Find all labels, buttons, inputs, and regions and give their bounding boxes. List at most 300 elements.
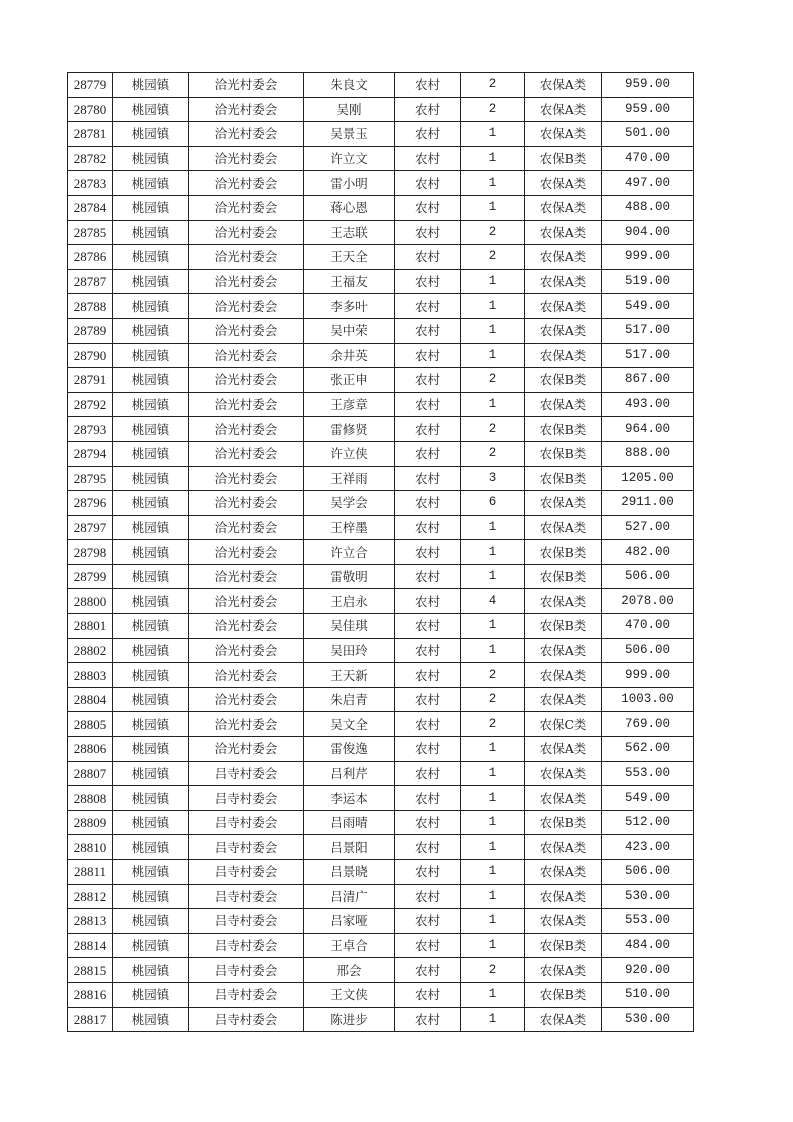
record-id-cell: 28815: [68, 958, 113, 983]
person-name-cell: 吕景阳: [304, 835, 395, 860]
village-committee-cell: 洽光村委会: [189, 73, 304, 98]
table-row: [68, 97, 694, 122]
table-row: [68, 687, 694, 712]
town-cell: 桃园镇: [113, 786, 189, 811]
record-id-cell: 28793: [68, 417, 113, 442]
record-id-cell: 28811: [68, 860, 113, 885]
town-cell: 桃园镇: [113, 761, 189, 786]
member-count-cell: 3: [461, 466, 525, 491]
household-type-cell: 农村: [395, 269, 461, 294]
person-name-cell: 蒋心恩: [304, 195, 395, 220]
village-committee-cell: 洽光村委会: [189, 515, 304, 540]
household-type-cell: 农村: [395, 220, 461, 245]
town-cell: 桃园镇: [113, 441, 189, 466]
household-type-cell: 农村: [395, 466, 461, 491]
insurance-category-cell: 农保A类: [525, 195, 602, 220]
insurance-category-cell: 农保A类: [525, 687, 602, 712]
amount-cell: 519.00: [602, 269, 694, 294]
person-name-cell: 吕家哑: [304, 909, 395, 934]
household-type-cell: 农村: [395, 909, 461, 934]
village-committee-cell: 洽光村委会: [189, 343, 304, 368]
village-committee-cell: 吕寺村委会: [189, 761, 304, 786]
village-committee-cell: 洽光村委会: [189, 564, 304, 589]
amount-cell: 920.00: [602, 958, 694, 983]
member-count-cell: 1: [461, 614, 525, 639]
insurance-category-cell: 农保A类: [525, 171, 602, 196]
table-row: [68, 614, 694, 639]
amount-cell: 530.00: [602, 884, 694, 909]
town-cell: 桃园镇: [113, 515, 189, 540]
record-id-cell: 28797: [68, 515, 113, 540]
amount-cell: 497.00: [602, 171, 694, 196]
amount-cell: 888.00: [602, 441, 694, 466]
household-type-cell: 农村: [395, 982, 461, 1007]
person-name-cell: 吴佳琪: [304, 614, 395, 639]
household-type-cell: 农村: [395, 589, 461, 614]
member-count-cell: 2: [461, 97, 525, 122]
insurance-category-cell: 农保A类: [525, 589, 602, 614]
town-cell: 桃园镇: [113, 466, 189, 491]
record-id-cell: 28807: [68, 761, 113, 786]
village-committee-cell: 洽光村委会: [189, 441, 304, 466]
household-type-cell: 农村: [395, 318, 461, 343]
household-type-cell: 农村: [395, 884, 461, 909]
household-type-cell: 农村: [395, 245, 461, 270]
household-type-cell: 农村: [395, 417, 461, 442]
village-committee-cell: 洽光村委会: [189, 466, 304, 491]
table-row: [68, 146, 694, 171]
person-name-cell: 邢会: [304, 958, 395, 983]
town-cell: 桃园镇: [113, 220, 189, 245]
record-id-cell: 28791: [68, 368, 113, 393]
person-name-cell: 吴刚: [304, 97, 395, 122]
person-name-cell: 王梓墨: [304, 515, 395, 540]
member-count-cell: 1: [461, 786, 525, 811]
insurance-category-cell: 农保B类: [525, 540, 602, 565]
record-id-cell: 28790: [68, 343, 113, 368]
record-id-cell: 28788: [68, 294, 113, 319]
village-committee-cell: 洽光村委会: [189, 712, 304, 737]
member-count-cell: 1: [461, 269, 525, 294]
member-count-cell: 2: [461, 417, 525, 442]
household-type-cell: 农村: [395, 663, 461, 688]
member-count-cell: 1: [461, 909, 525, 934]
record-id-cell: 28794: [68, 441, 113, 466]
person-name-cell: 王卓合: [304, 933, 395, 958]
person-name-cell: 张正申: [304, 368, 395, 393]
person-name-cell: 吴景玉: [304, 122, 395, 147]
amount-cell: 517.00: [602, 318, 694, 343]
member-count-cell: 2: [461, 368, 525, 393]
insurance-category-cell: 农保A类: [525, 294, 602, 319]
record-id-cell: 28813: [68, 909, 113, 934]
amount-cell: 510.00: [602, 982, 694, 1007]
record-id-cell: 28812: [68, 884, 113, 909]
town-cell: 桃园镇: [113, 687, 189, 712]
household-type-cell: 农村: [395, 97, 461, 122]
member-count-cell: 1: [461, 860, 525, 885]
village-committee-cell: 吕寺村委会: [189, 786, 304, 811]
village-committee-cell: 吕寺村委会: [189, 933, 304, 958]
town-cell: 桃园镇: [113, 860, 189, 885]
household-type-cell: 农村: [395, 712, 461, 737]
town-cell: 桃园镇: [113, 491, 189, 516]
insurance-category-cell: 农保A类: [525, 491, 602, 516]
town-cell: 桃园镇: [113, 638, 189, 663]
table-row: [68, 1007, 694, 1032]
insurance-category-cell: 农保A类: [525, 245, 602, 270]
insurance-category-cell: 农保A类: [525, 860, 602, 885]
member-count-cell: 1: [461, 737, 525, 762]
table-row: [68, 171, 694, 196]
person-name-cell: 吕雨晴: [304, 810, 395, 835]
record-id-cell: 28789: [68, 318, 113, 343]
household-type-cell: 农村: [395, 638, 461, 663]
record-id-cell: 28817: [68, 1007, 113, 1032]
amount-cell: 527.00: [602, 515, 694, 540]
member-count-cell: 1: [461, 318, 525, 343]
subsidy-table: [67, 72, 694, 1032]
town-cell: 桃园镇: [113, 835, 189, 860]
person-name-cell: 雷俊逸: [304, 737, 395, 762]
table-row: [68, 835, 694, 860]
member-count-cell: 1: [461, 564, 525, 589]
table-row: [68, 269, 694, 294]
record-id-cell: 28796: [68, 491, 113, 516]
household-type-cell: 农村: [395, 146, 461, 171]
town-cell: 桃园镇: [113, 318, 189, 343]
town-cell: 桃园镇: [113, 712, 189, 737]
town-cell: 桃园镇: [113, 884, 189, 909]
village-committee-cell: 洽光村委会: [189, 195, 304, 220]
record-id-cell: 28816: [68, 982, 113, 1007]
insurance-category-cell: 农保B类: [525, 368, 602, 393]
town-cell: 桃园镇: [113, 368, 189, 393]
village-committee-cell: 洽光村委会: [189, 245, 304, 270]
village-committee-cell: 洽光村委会: [189, 269, 304, 294]
household-type-cell: 农村: [395, 294, 461, 319]
record-id-cell: 28784: [68, 195, 113, 220]
table-row: [68, 417, 694, 442]
household-type-cell: 农村: [395, 392, 461, 417]
record-id-cell: 28792: [68, 392, 113, 417]
member-count-cell: 1: [461, 638, 525, 663]
member-count-cell: 6: [461, 491, 525, 516]
village-committee-cell: 洽光村委会: [189, 417, 304, 442]
person-name-cell: 吕清广: [304, 884, 395, 909]
village-committee-cell: 洽光村委会: [189, 589, 304, 614]
table-row: [68, 737, 694, 762]
member-count-cell: 2: [461, 441, 525, 466]
record-id-cell: 28785: [68, 220, 113, 245]
village-committee-cell: 洽光村委会: [189, 97, 304, 122]
member-count-cell: 1: [461, 1007, 525, 1032]
household-type-cell: 农村: [395, 343, 461, 368]
household-type-cell: 农村: [395, 368, 461, 393]
insurance-category-cell: 农保A类: [525, 318, 602, 343]
household-type-cell: 农村: [395, 761, 461, 786]
person-name-cell: 朱启青: [304, 687, 395, 712]
village-committee-cell: 洽光村委会: [189, 737, 304, 762]
record-id-cell: 28781: [68, 122, 113, 147]
village-committee-cell: 吕寺村委会: [189, 909, 304, 934]
person-name-cell: 王福友: [304, 269, 395, 294]
town-cell: 桃园镇: [113, 343, 189, 368]
household-type-cell: 农村: [395, 737, 461, 762]
record-id-cell: 28803: [68, 663, 113, 688]
village-committee-cell: 洽光村委会: [189, 368, 304, 393]
person-name-cell: 王天全: [304, 245, 395, 270]
table-row: [68, 466, 694, 491]
record-id-cell: 28804: [68, 687, 113, 712]
village-committee-cell: 吕寺村委会: [189, 982, 304, 1007]
insurance-category-cell: 农保A类: [525, 220, 602, 245]
table-row: [68, 786, 694, 811]
member-count-cell: 1: [461, 884, 525, 909]
insurance-category-cell: 农保A类: [525, 638, 602, 663]
household-type-cell: 农村: [395, 441, 461, 466]
village-committee-cell: 洽光村委会: [189, 392, 304, 417]
record-id-cell: 28779: [68, 73, 113, 98]
town-cell: 桃园镇: [113, 1007, 189, 1032]
person-name-cell: 吴中荣: [304, 318, 395, 343]
member-count-cell: 1: [461, 761, 525, 786]
amount-cell: 488.00: [602, 195, 694, 220]
person-name-cell: 许立侠: [304, 441, 395, 466]
household-type-cell: 农村: [395, 933, 461, 958]
town-cell: 桃园镇: [113, 97, 189, 122]
insurance-category-cell: 农保A类: [525, 392, 602, 417]
record-id-cell: 28801: [68, 614, 113, 639]
amount-cell: 470.00: [602, 146, 694, 171]
table-row: [68, 810, 694, 835]
household-type-cell: 农村: [395, 835, 461, 860]
village-committee-cell: 洽光村委会: [189, 122, 304, 147]
village-committee-cell: 吕寺村委会: [189, 860, 304, 885]
village-committee-cell: 洽光村委会: [189, 318, 304, 343]
insurance-category-cell: 农保A类: [525, 97, 602, 122]
amount-cell: 506.00: [602, 860, 694, 885]
person-name-cell: 王文侠: [304, 982, 395, 1007]
table-row: [68, 195, 694, 220]
person-name-cell: 李多叶: [304, 294, 395, 319]
household-type-cell: 农村: [395, 810, 461, 835]
person-name-cell: 许立文: [304, 146, 395, 171]
village-committee-cell: 洽光村委会: [189, 491, 304, 516]
record-id-cell: 28799: [68, 564, 113, 589]
record-id-cell: 28783: [68, 171, 113, 196]
amount-cell: 482.00: [602, 540, 694, 565]
table-row: [68, 540, 694, 565]
village-committee-cell: 洽光村委会: [189, 540, 304, 565]
table-row: [68, 958, 694, 983]
town-cell: 桃园镇: [113, 540, 189, 565]
town-cell: 桃园镇: [113, 171, 189, 196]
amount-cell: 2911.00: [602, 491, 694, 516]
member-count-cell: 1: [461, 982, 525, 1007]
member-count-cell: 2: [461, 712, 525, 737]
amount-cell: 999.00: [602, 245, 694, 270]
table-row: [68, 122, 694, 147]
household-type-cell: 农村: [395, 958, 461, 983]
household-type-cell: 农村: [395, 860, 461, 885]
town-cell: 桃园镇: [113, 663, 189, 688]
town-cell: 桃园镇: [113, 958, 189, 983]
insurance-category-cell: 农保A类: [525, 761, 602, 786]
town-cell: 桃园镇: [113, 195, 189, 220]
insurance-category-cell: 农保B类: [525, 441, 602, 466]
amount-cell: 553.00: [602, 761, 694, 786]
person-name-cell: 王祥雨: [304, 466, 395, 491]
town-cell: 桃园镇: [113, 614, 189, 639]
person-name-cell: 吴学会: [304, 491, 395, 516]
member-count-cell: 1: [461, 146, 525, 171]
insurance-category-cell: 农保B类: [525, 933, 602, 958]
table-row: [68, 343, 694, 368]
insurance-category-cell: 农保B类: [525, 982, 602, 1007]
amount-cell: 517.00: [602, 343, 694, 368]
amount-cell: 549.00: [602, 786, 694, 811]
amount-cell: 501.00: [602, 122, 694, 147]
person-name-cell: 吴田玲: [304, 638, 395, 663]
town-cell: 桃园镇: [113, 122, 189, 147]
amount-cell: 512.00: [602, 810, 694, 835]
table-row: [68, 245, 694, 270]
person-name-cell: 余井英: [304, 343, 395, 368]
record-id-cell: 28802: [68, 638, 113, 663]
insurance-category-cell: 农保B类: [525, 466, 602, 491]
amount-cell: 484.00: [602, 933, 694, 958]
table-row: [68, 884, 694, 909]
insurance-category-cell: 农保A类: [525, 786, 602, 811]
town-cell: 桃园镇: [113, 294, 189, 319]
record-id-cell: 28786: [68, 245, 113, 270]
record-id-cell: 28782: [68, 146, 113, 171]
person-name-cell: 王启永: [304, 589, 395, 614]
person-name-cell: 吕利芹: [304, 761, 395, 786]
village-committee-cell: 吕寺村委会: [189, 884, 304, 909]
insurance-category-cell: 农保B类: [525, 146, 602, 171]
person-name-cell: 雷敬明: [304, 564, 395, 589]
member-count-cell: 1: [461, 515, 525, 540]
village-committee-cell: 吕寺村委会: [189, 835, 304, 860]
table-row: [68, 392, 694, 417]
person-name-cell: 吴文全: [304, 712, 395, 737]
household-type-cell: 农村: [395, 195, 461, 220]
amount-cell: 530.00: [602, 1007, 694, 1032]
insurance-category-cell: 农保B类: [525, 417, 602, 442]
amount-cell: 904.00: [602, 220, 694, 245]
village-committee-cell: 洽光村委会: [189, 146, 304, 171]
village-committee-cell: 洽光村委会: [189, 220, 304, 245]
member-count-cell: 1: [461, 392, 525, 417]
town-cell: 桃园镇: [113, 146, 189, 171]
insurance-category-cell: 农保C类: [525, 712, 602, 737]
household-type-cell: 农村: [395, 564, 461, 589]
household-type-cell: 农村: [395, 687, 461, 712]
table-row: [68, 368, 694, 393]
record-id-cell: 28808: [68, 786, 113, 811]
member-count-cell: 2: [461, 220, 525, 245]
town-cell: 桃园镇: [113, 417, 189, 442]
amount-cell: 2078.00: [602, 589, 694, 614]
table-row: [68, 663, 694, 688]
amount-cell: 562.00: [602, 737, 694, 762]
person-name-cell: 陈进步: [304, 1007, 395, 1032]
member-count-cell: 2: [461, 958, 525, 983]
table-row: [68, 933, 694, 958]
insurance-category-cell: 农保A类: [525, 958, 602, 983]
table-row: [68, 982, 694, 1007]
insurance-category-cell: 农保A类: [525, 343, 602, 368]
table-body: [68, 73, 694, 1032]
amount-cell: 506.00: [602, 638, 694, 663]
town-cell: 桃园镇: [113, 269, 189, 294]
record-id-cell: 28787: [68, 269, 113, 294]
village-committee-cell: 吕寺村委会: [189, 1007, 304, 1032]
table-row: [68, 220, 694, 245]
record-id-cell: 28814: [68, 933, 113, 958]
member-count-cell: 1: [461, 810, 525, 835]
household-type-cell: 农村: [395, 73, 461, 98]
insurance-category-cell: 农保B类: [525, 614, 602, 639]
amount-cell: 549.00: [602, 294, 694, 319]
town-cell: 桃园镇: [113, 909, 189, 934]
table-row: [68, 318, 694, 343]
record-id-cell: 28795: [68, 466, 113, 491]
amount-cell: 470.00: [602, 614, 694, 639]
member-count-cell: 2: [461, 663, 525, 688]
village-committee-cell: 洽光村委会: [189, 687, 304, 712]
village-committee-cell: 吕寺村委会: [189, 958, 304, 983]
person-name-cell: 雷修贤: [304, 417, 395, 442]
village-committee-cell: 洽光村委会: [189, 663, 304, 688]
town-cell: 桃园镇: [113, 73, 189, 98]
amount-cell: 964.00: [602, 417, 694, 442]
town-cell: 桃园镇: [113, 589, 189, 614]
table-row: [68, 441, 694, 466]
amount-cell: 999.00: [602, 663, 694, 688]
table-row: [68, 491, 694, 516]
table-row: [68, 515, 694, 540]
amount-cell: 959.00: [602, 73, 694, 98]
insurance-category-cell: 农保A类: [525, 835, 602, 860]
village-committee-cell: 吕寺村委会: [189, 810, 304, 835]
table-row: [68, 860, 694, 885]
amount-cell: 1003.00: [602, 687, 694, 712]
record-id-cell: 28798: [68, 540, 113, 565]
record-id-cell: 28780: [68, 97, 113, 122]
member-count-cell: 1: [461, 933, 525, 958]
insurance-category-cell: 农保A类: [525, 73, 602, 98]
member-count-cell: 1: [461, 343, 525, 368]
member-count-cell: 1: [461, 195, 525, 220]
person-name-cell: 李运本: [304, 786, 395, 811]
record-id-cell: 28810: [68, 835, 113, 860]
person-name-cell: 王天新: [304, 663, 395, 688]
household-type-cell: 农村: [395, 122, 461, 147]
person-name-cell: 许立合: [304, 540, 395, 565]
table-row: [68, 589, 694, 614]
insurance-category-cell: 农保B类: [525, 810, 602, 835]
insurance-category-cell: 农保A类: [525, 909, 602, 934]
person-name-cell: 王志联: [304, 220, 395, 245]
amount-cell: 493.00: [602, 392, 694, 417]
amount-cell: 423.00: [602, 835, 694, 860]
insurance-category-cell: 农保A类: [525, 737, 602, 762]
town-cell: 桃园镇: [113, 737, 189, 762]
member-count-cell: 2: [461, 245, 525, 270]
